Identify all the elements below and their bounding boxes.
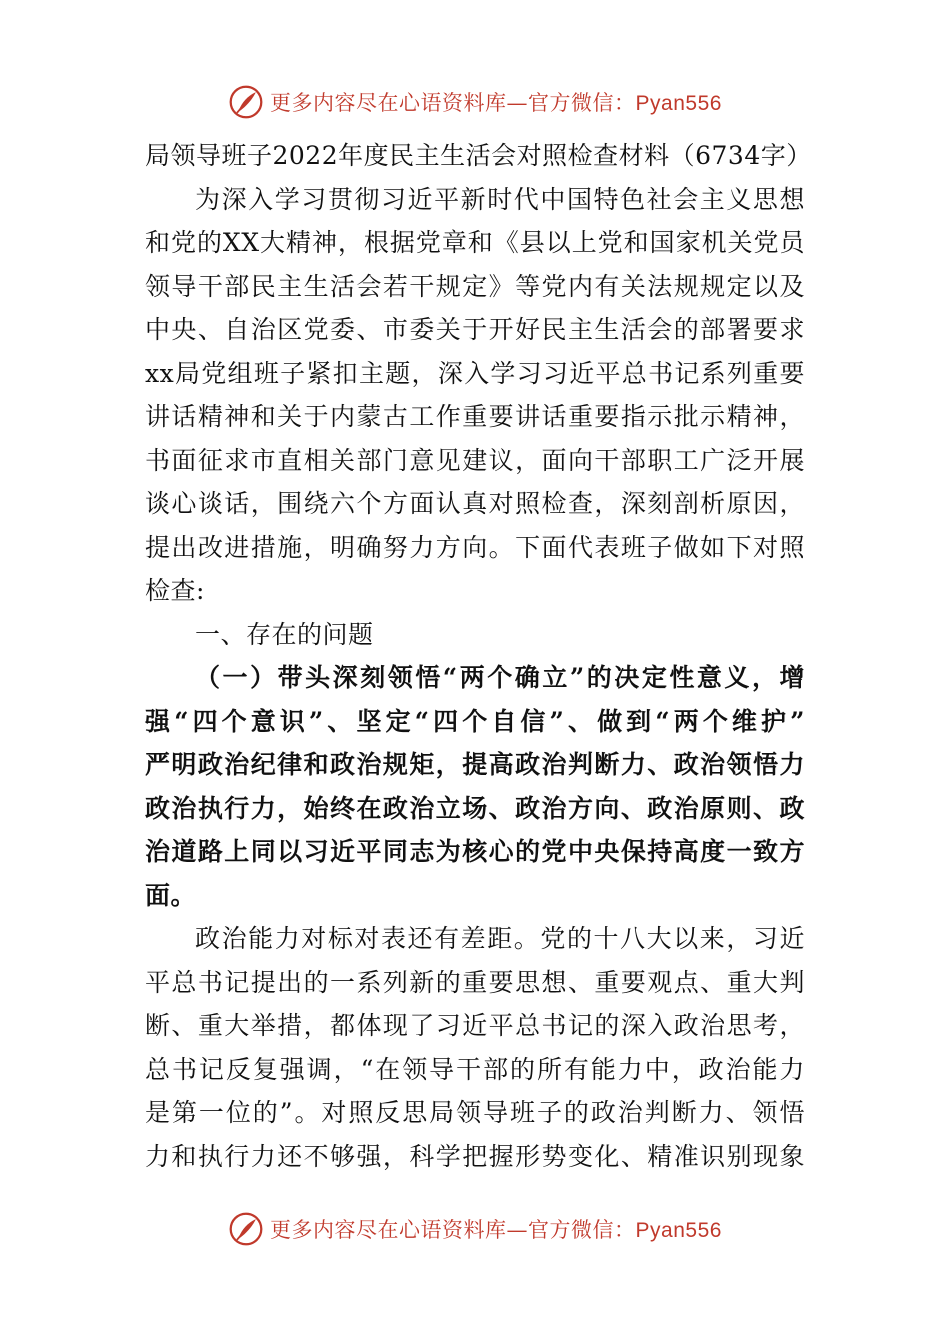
section-heading: 一、存在的问题: [195, 619, 374, 649]
wechat-id: Pyan556: [635, 1219, 722, 1242]
paragraph-line: 政治能力对标对表还有差距。党的十八大以来，习近: [195, 924, 805, 953]
paragraph-line: 提出改进措施，明确努力方向。下面代表班子做如下对照: [145, 532, 805, 562]
paragraph-line: 书面征求市直相关部门意见建议，面向干部职工广泛开展: [145, 445, 805, 475]
paragraph-line: 总书记反复强调，“在领导干部的所有能力中，政治能力: [145, 1054, 805, 1084]
feather-pen-icon: [228, 1211, 264, 1247]
banner-text: 更多内容尽在心语资料库—官方微信：Pyan556: [270, 91, 722, 115]
paragraph-line: 断、重大举措，都体现了习近平总书记的深入政治思考，: [145, 1011, 805, 1040]
banner-text: 更多内容尽在心语资料库—官方微信：Pyan556: [270, 1218, 722, 1242]
paragraph-line: 检查:: [145, 576, 205, 605]
footer-watermark-banner: [0, 1209, 950, 1249]
subheading-line: 严明政治纪律和政治规矩，提高政治判断力、政治领悟力: [145, 750, 805, 779]
paragraph-line: 是第一位的”。对照反思局领导班子的政治判断力、领悟: [145, 1098, 805, 1127]
feather-pen-icon: [228, 84, 264, 120]
wechat-id: Pyan556: [635, 92, 722, 115]
paragraph-line: 和党的XX大精神，根据党章和《县以上党和国家机关党员: [145, 228, 805, 257]
subheading-line: 治道路上同以习近平同志为核心的党中央保持高度一致方: [145, 837, 805, 866]
paragraph-line: 力和执行力还不够强，科学把握形势变化、精准识别现象: [145, 1141, 805, 1171]
paragraph-line: 中央、自治区党委、市委关于开好民主生活会的部署要求: [145, 315, 805, 344]
header-watermark-banner: [0, 82, 950, 122]
paragraph-line: xx局党组班子紧扣主题，深入学习习近平总书记系列重要: [145, 358, 805, 388]
paragraph-line: 领导干部民主生活会若干规定》等党内有关法规规定以及: [145, 271, 805, 301]
subheading-line: 面。: [145, 880, 197, 910]
subheading-line: 政治执行力，始终在政治立场、政治方向、政治原则、政: [145, 793, 805, 823]
paragraph-line: 为深入学习贯彻习近平新时代中国特色社会主义思想: [195, 184, 805, 214]
paragraph-line: 谈心谈话，围绕六个方面认真对照检查，深刻剖析原因，: [145, 489, 805, 518]
paragraph-line: 讲话精神和关于内蒙古工作重要讲话重要指示批示精神，: [145, 402, 805, 431]
subheading-line: （一）带头深刻领悟“两个确立”的决定性意义，增: [195, 663, 805, 692]
paragraph-line: 平总书记提出的一系列新的重要思想、重要观点、重大判: [145, 967, 805, 997]
document-title: 局领导班子2022年度民主生活会对照检查材料（6734字）: [145, 141, 812, 170]
document-body: [145, 134, 812, 1178]
subheading-line: 强“四个意识”、坚定“四个自信”、做到“两个维护”: [145, 706, 805, 736]
